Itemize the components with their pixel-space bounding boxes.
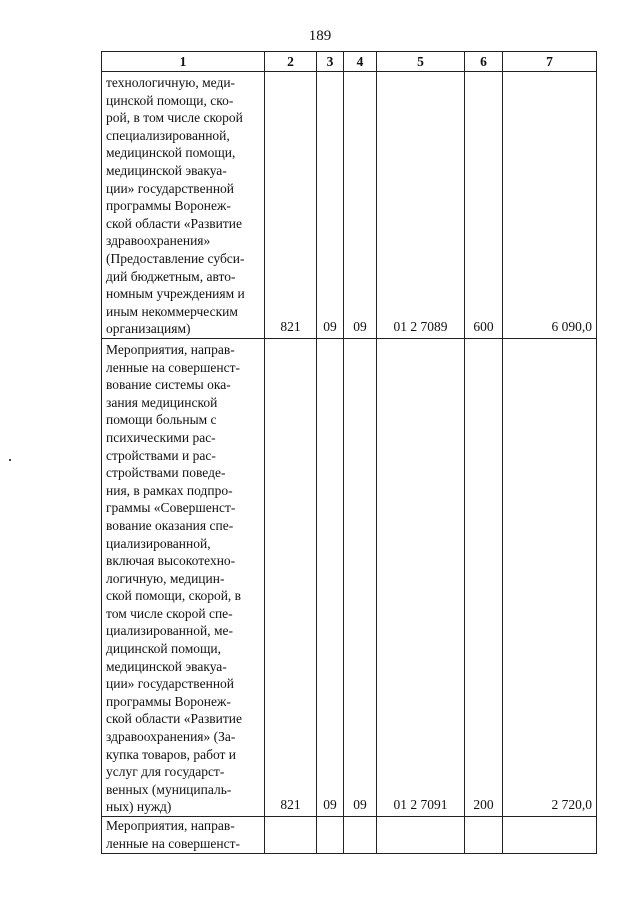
description-line: (Предоставление субси-: [106, 251, 245, 267]
description-line: вование оказания спе-: [106, 517, 234, 533]
cell-col3: 09: [317, 339, 344, 817]
table-row: [102, 72, 597, 339]
description-line: специализированной,: [106, 127, 230, 143]
description-line: услуг для государст-: [106, 764, 225, 780]
description-line: программы Воронеж-: [106, 198, 231, 214]
row-description: [102, 72, 265, 339]
description-line: Мероприятия, направ-: [106, 818, 235, 833]
col-header-5: 5: [377, 52, 465, 72]
col-header-3: 3: [317, 52, 344, 72]
cell-col5: [377, 817, 465, 854]
description-line: циализированной,: [106, 535, 211, 551]
description-line: венных (муниципаль-: [106, 781, 232, 797]
description-line: медицинской эвакуа-: [106, 658, 227, 674]
table-row: [102, 339, 597, 817]
description-line: дий бюджетным, авто-: [106, 268, 236, 284]
col-header-7: 7: [503, 52, 597, 72]
description-line: граммы «Совершенст-: [106, 500, 236, 516]
row-description: [102, 817, 265, 854]
col-header-6: 6: [465, 52, 503, 72]
cell-col6: [465, 817, 503, 854]
cell-col7: 2 720,0: [503, 339, 597, 817]
description-line: психическими рас-: [106, 429, 216, 445]
header-row: [102, 52, 597, 72]
description-line: вование системы ока-: [106, 377, 231, 393]
description-line: медицинской эвакуа-: [106, 163, 227, 179]
cell-col5: 01 2 7089: [377, 72, 465, 339]
description-line: том числе скорой спе-: [106, 605, 233, 621]
description-line: здравоохранения»: [106, 233, 211, 249]
table-row: [102, 817, 597, 854]
cell-col2: 821: [265, 339, 317, 817]
description-line: стройствами поведе-: [106, 465, 226, 481]
cell-col6: 600: [465, 72, 503, 339]
description-line: программы Воронеж-: [106, 693, 231, 709]
cell-col4: 09: [344, 339, 377, 817]
description-line: ской области «Развитие: [106, 711, 243, 727]
description-line: номным учреждениям и: [106, 286, 245, 302]
cell-col3: 09: [317, 72, 344, 339]
cell-col7: 6 090,0: [503, 72, 597, 339]
description-line: ской помощи, скорой, в: [106, 588, 242, 604]
description-line: ленные на совершенст-: [106, 835, 240, 851]
col-header-1: 1: [102, 52, 265, 72]
description-line: медицинской помощи,: [106, 145, 236, 161]
cell-col6: 200: [465, 339, 503, 817]
description-line: ных) нужд): [106, 799, 172, 815]
description-line: организациям): [106, 321, 191, 337]
scan-speck: [9, 459, 11, 461]
cell-col2: [265, 817, 317, 854]
description-line: зания медицинской: [106, 394, 218, 410]
description-line: цинской помощи, ско-: [106, 92, 234, 108]
col-header-2: 2: [265, 52, 317, 72]
description-line: ленные на совершенст-: [106, 359, 240, 375]
description-line: рой, в том числе скорой: [106, 110, 243, 126]
row-description: [102, 339, 265, 817]
cell-col4: 09: [344, 72, 377, 339]
cell-col2: 821: [265, 72, 317, 339]
description-line: иным некоммерческим: [106, 303, 238, 319]
budget-table: [101, 51, 597, 854]
cell-col3: [317, 817, 344, 854]
description-line: помощи больным с: [106, 412, 217, 428]
description-line: дицинской помощи,: [106, 641, 221, 657]
cell-col7: [503, 817, 597, 854]
description-line: ской области «Развитие: [106, 215, 243, 231]
description-line: ции» государственной: [106, 676, 235, 692]
description-line: включая высокотехно-: [106, 553, 236, 569]
description-line: ции» государственной: [106, 180, 235, 196]
col-header-4: 4: [344, 52, 377, 72]
description-line: Мероприятия, направ-: [106, 341, 235, 357]
page-number: 189: [308, 28, 332, 44]
description-line: здравоохранения» (За-: [106, 729, 236, 745]
cell-col4: [344, 817, 377, 854]
description-line: купка товаров, работ и: [106, 746, 237, 762]
description-line: логичную, медицин-: [106, 570, 225, 586]
description-line: технологичную, меди-: [106, 75, 236, 91]
description-line: ния, в рамках подпро-: [106, 482, 233, 498]
description-line: стройствами и рас-: [106, 447, 216, 463]
cell-col5: 01 2 7091: [377, 339, 465, 817]
description-line: циализированной, ме-: [106, 623, 233, 639]
